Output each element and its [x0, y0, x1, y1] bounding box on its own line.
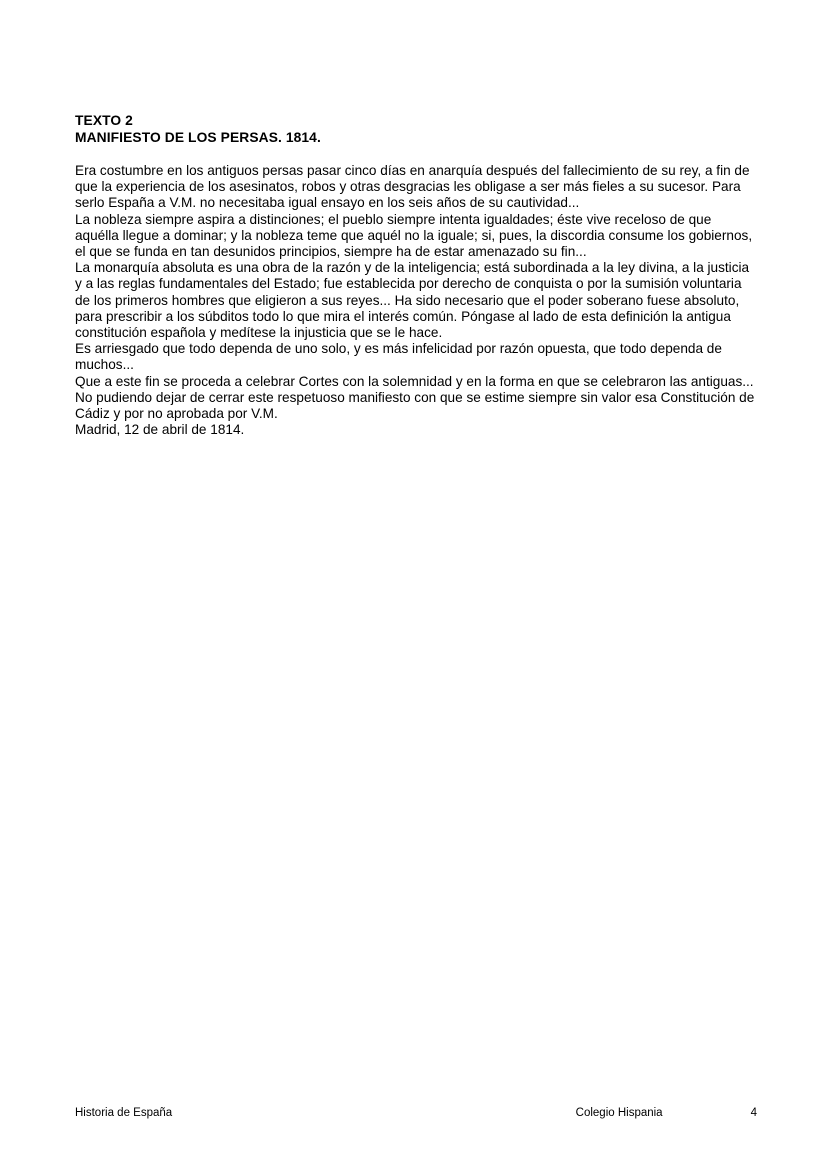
footer-page-number: 4 — [750, 1107, 757, 1119]
paragraph-dateline: Madrid, 12 de abril de 1814. — [75, 422, 245, 438]
document-title-line2: MANIFIESTO DE LOS PERSAS. 1814. — [75, 130, 321, 145]
paragraph: Era costumbre en los antiguos persas pasar cinco días en anarquía después del fallecimiento de su rey, a fin de que la experiencia de los asesinatos, robos y otras desgracias les obligase a ser más fieles a su sucesor. Para serlo España a V.M. no necesitaba igual ensayo en los seis años de su cautividad... — [75, 163, 750, 211]
paragraph: La monarquía absoluta es una obra de la razón y de la inteligencia; está subordinada a la ley divina, a la justicia y a las reglas fundamentales del Estado; fue establecida por derecho de conquista o por la sumisión voluntaria de los primeros hombres que eligieron a sus reyes... Ha sido necesario que el poder soberano fuese absoluto, para prescribir a los súbditos todo lo que mira el interés común. Póngase al lado de esta definición la antigua constitución española y medítese la injusticia que se le hace. — [75, 260, 750, 341]
paragraph: Que a este fin se proceda a celebrar Cortes con la solemnidad y en la forma en que se celebraron las antiguas... No pudiendo dejar de cerrar este respetuoso manifiesto con que se estime siempre sin valor esa Constitución de Cádiz y por no aprobada por V.M. — [75, 373, 755, 422]
page-footer — [75, 1106, 757, 1120]
footer-subject-label: Historia de España — [75, 1107, 173, 1119]
document-title-line1: TEXTO 2 — [75, 113, 133, 128]
paragraph: Es arriesgado que todo dependa de uno solo, y es más infelicidad por razón opuesta, que todo dependa de muchos... — [75, 341, 722, 373]
paragraph: La nobleza siempre aspira a distinciones; el pueblo siempre intenta igualdades; éste vive receloso de que aquélla llegue a dominar; y la nobleza teme que aquél no la iguale; si, pues, la discordia consume los gobiernos, el que se funda en tan desunidos principios, siempre ha de estar amenazado su fin... — [75, 211, 753, 260]
document-body — [75, 112, 757, 438]
footer-school-label: Colegio Hispania — [575, 1107, 663, 1119]
paragraphs-container — [75, 163, 757, 438]
document-title — [75, 112, 757, 146]
